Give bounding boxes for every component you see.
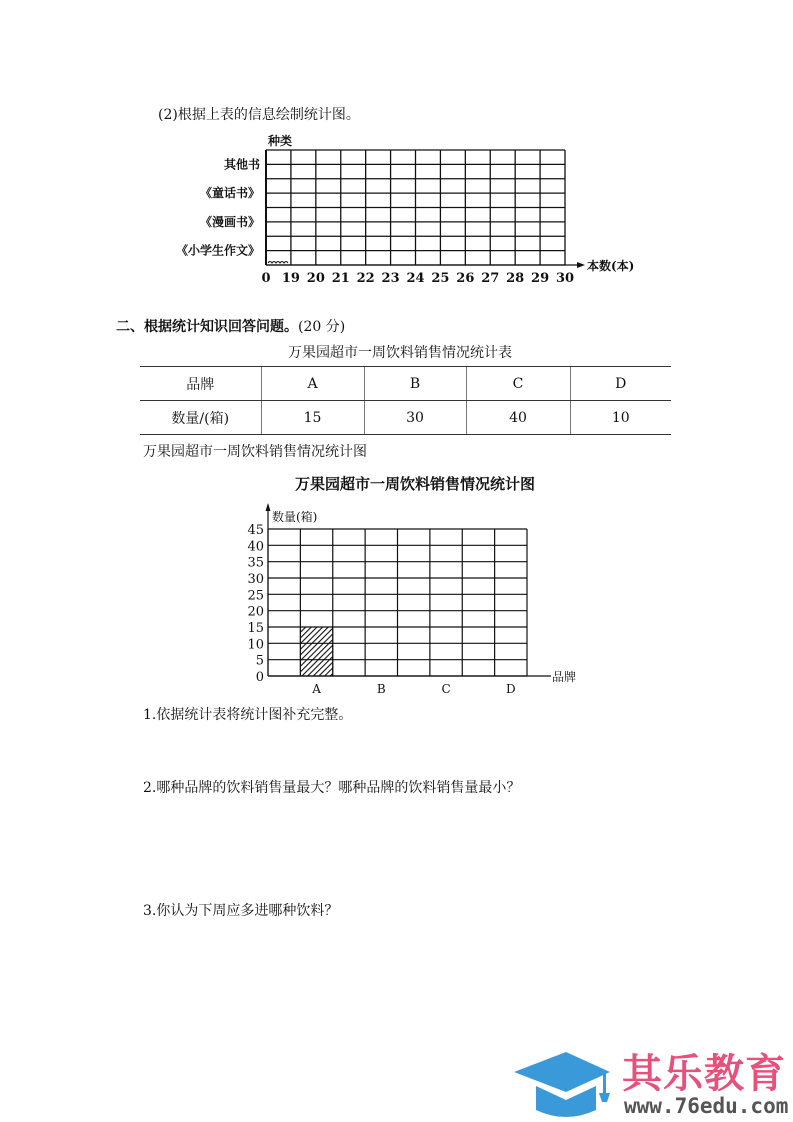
logo-url: www.76edu.com bbox=[624, 1094, 789, 1118]
x-tick-label: 28 bbox=[506, 271, 525, 286]
category-label: 《漫画书》 bbox=[199, 214, 260, 229]
section-score: (20 分) bbox=[298, 319, 346, 335]
question-2: 2.哪种品牌的饮料销售量最大？哪种品牌的饮料销售量最小？ bbox=[143, 780, 521, 796]
table-cell: 10 bbox=[570, 401, 671, 435]
y-tick-label: 40 bbox=[247, 539, 264, 555]
book-chart-grid bbox=[150, 130, 650, 290]
y-tick-label: 0 bbox=[255, 670, 264, 685]
table-row bbox=[140, 401, 671, 435]
x-axis-label: 品牌 bbox=[552, 670, 577, 684]
table-cell: 40 bbox=[466, 401, 570, 435]
x-tick-label: 0 bbox=[261, 271, 271, 286]
sales-table bbox=[140, 366, 671, 435]
chart-caption: 万果园超市一周饮料销售情况统计图 bbox=[143, 444, 367, 460]
table-cell: B bbox=[364, 367, 466, 401]
table-cell: C bbox=[466, 367, 570, 401]
table-cell: 15 bbox=[261, 401, 364, 435]
table-header-row bbox=[140, 367, 671, 401]
chart-title: 万果园超市一周饮料销售情况统计图 bbox=[294, 475, 536, 493]
x-tick-label: 22 bbox=[356, 271, 375, 286]
y-axis-label: 数量(箱) bbox=[272, 510, 318, 524]
x-axis-arrow bbox=[577, 262, 585, 268]
x-tick-label: 29 bbox=[531, 271, 550, 286]
x-tick-label: 24 bbox=[406, 271, 425, 286]
section-heading bbox=[116, 316, 345, 336]
bar-A bbox=[300, 627, 332, 676]
axis-break-mark bbox=[268, 262, 288, 264]
table-cell: 品牌 bbox=[140, 367, 261, 401]
graduation-cap-icon bbox=[510, 1046, 615, 1118]
y-tick-label: 10 bbox=[247, 637, 264, 653]
x-axis-label: 本数(本) bbox=[587, 259, 635, 273]
x-tick-label: 21 bbox=[331, 271, 350, 286]
x-tick-label: 20 bbox=[306, 271, 325, 286]
table-title: 万果园超市一周饮料销售情况统计表 bbox=[288, 345, 512, 361]
y-tick-label: 45 bbox=[247, 523, 264, 538]
x-tick-label: C bbox=[441, 682, 451, 696]
category-label: 《小学生作文》 bbox=[175, 243, 260, 258]
table-cell: 30 bbox=[364, 401, 466, 435]
table-cell: 数量/(箱) bbox=[140, 401, 261, 435]
section-heading-text: 二、根据统计知识回答问题。 bbox=[116, 319, 298, 335]
x-tick-label: B bbox=[376, 682, 386, 696]
question-3: 3.你认为下周应多进哪种饮料？ bbox=[143, 903, 339, 919]
x-tick-label: 30 bbox=[555, 271, 575, 286]
table-cell: A bbox=[261, 367, 364, 401]
table-cell: D bbox=[570, 367, 671, 401]
x-tick-label: 23 bbox=[381, 271, 400, 286]
x-tick-label: D bbox=[506, 682, 516, 696]
part2-instruction: (2)根据上表的信息绘制统计图。 bbox=[158, 107, 360, 123]
x-tick-label: 27 bbox=[481, 271, 500, 286]
y-axis-arrow bbox=[266, 503, 271, 511]
x-tick-label: A bbox=[312, 682, 321, 696]
y-axis-label: 种类 bbox=[268, 134, 293, 148]
question-1: 1.依据统计表将统计图补充完整。 bbox=[143, 707, 353, 723]
y-tick-label: 30 bbox=[247, 572, 264, 587]
x-tick-label: 26 bbox=[456, 271, 475, 286]
category-label: 《童话书》 bbox=[199, 186, 260, 201]
logo-name: 其乐教育 bbox=[622, 1051, 786, 1097]
x-tick-label: 19 bbox=[281, 271, 300, 286]
logo bbox=[510, 1040, 793, 1120]
y-tick-label: 5 bbox=[255, 653, 264, 669]
sales-bar-chart bbox=[230, 470, 600, 700]
y-tick-label: 35 bbox=[247, 555, 264, 571]
category-label: 其他书 bbox=[223, 157, 260, 172]
y-tick-label: 20 bbox=[247, 604, 264, 620]
y-tick-label: 15 bbox=[247, 621, 264, 636]
y-tick-label: 25 bbox=[247, 588, 264, 604]
x-tick-label: 25 bbox=[431, 271, 450, 286]
